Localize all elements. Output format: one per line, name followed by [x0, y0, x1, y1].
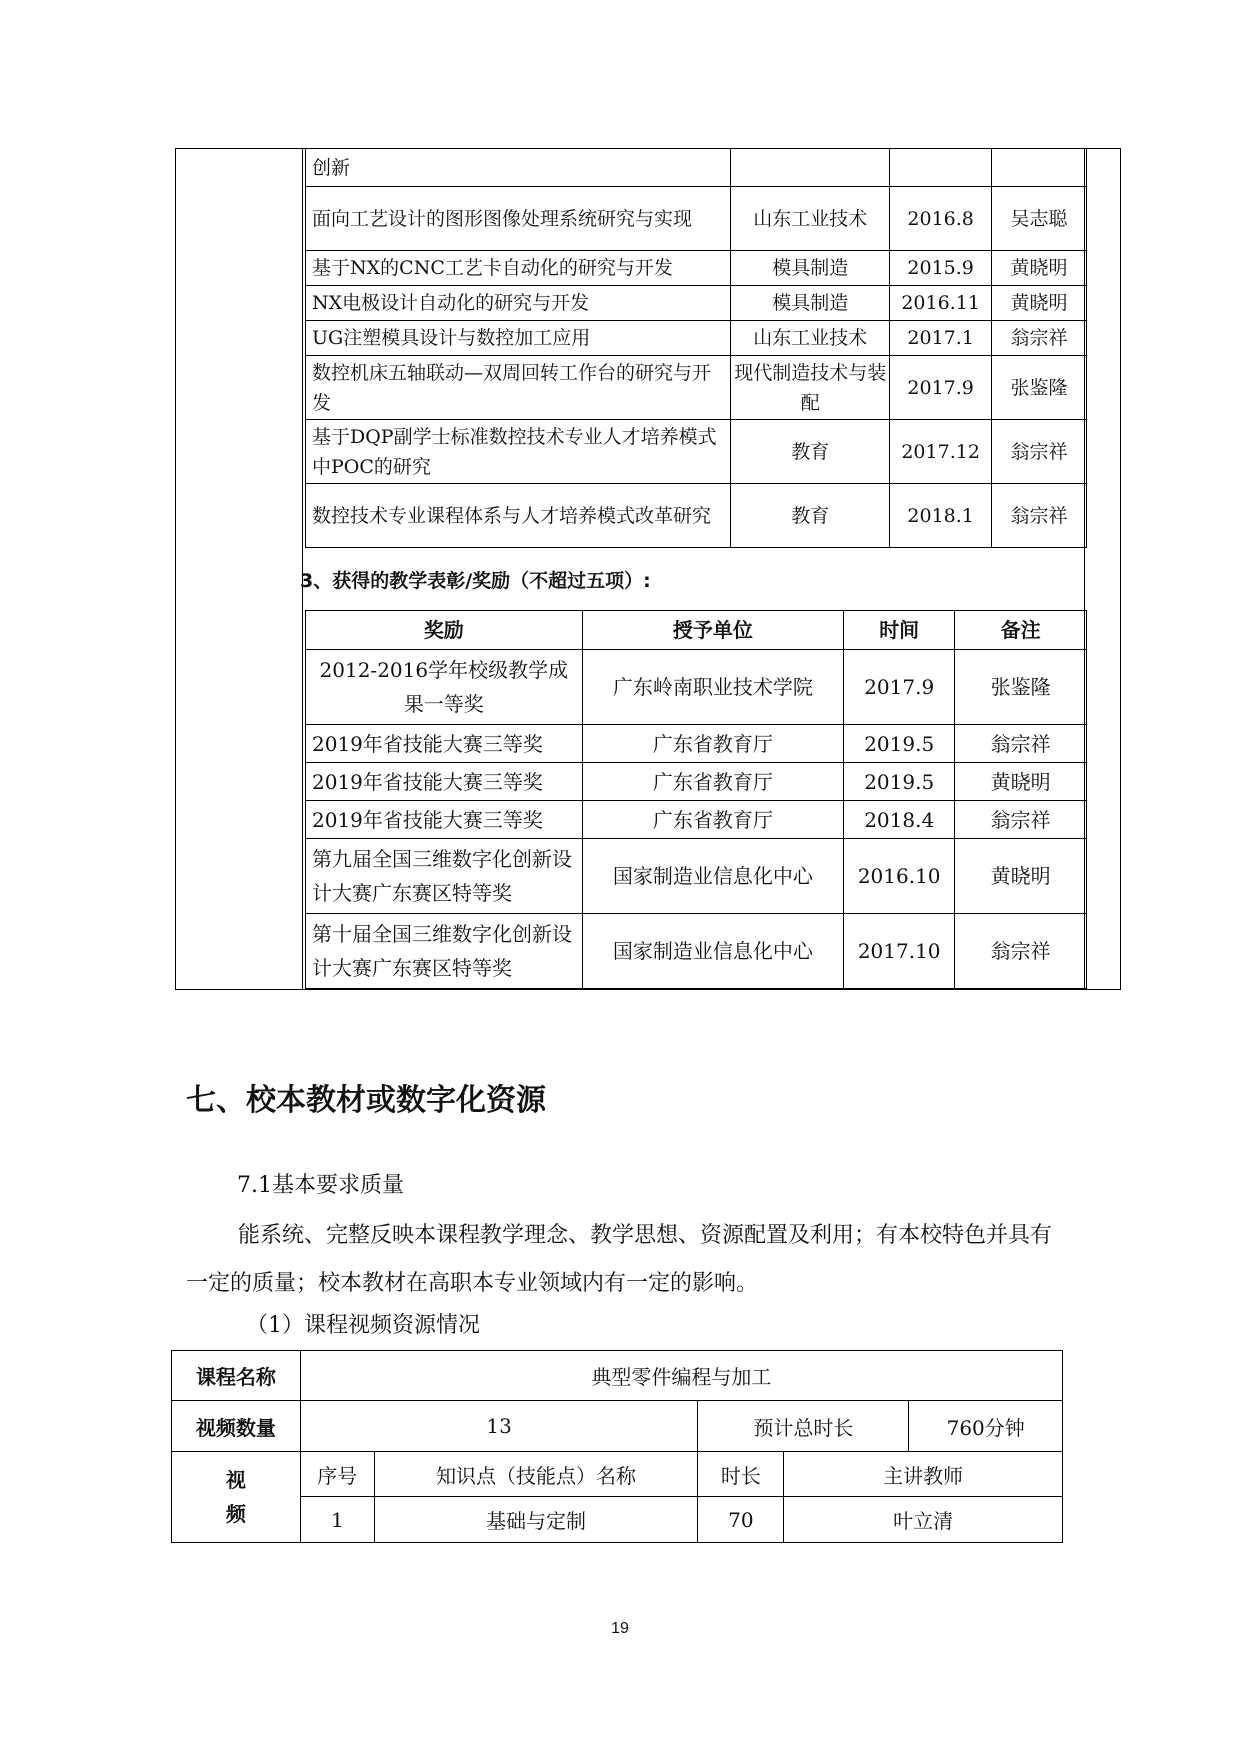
award-name: 2019年省技能大赛三等奖 [306, 763, 583, 801]
table-row [172, 1497, 1063, 1543]
video-topic: 基础与定制 [374, 1497, 698, 1543]
awards-header-award: 奖励 [306, 611, 583, 650]
research-source: 山东工业技术 [731, 321, 890, 356]
research-title: 数控技术专业课程体系与人才培养模式改革研究 [306, 484, 731, 548]
table-header-row [172, 1452, 1063, 1497]
research-date: 2017.1 [890, 321, 992, 356]
course-name-label: 课程名称 [172, 1351, 301, 1401]
research-source: 教育 [731, 484, 890, 548]
research-date: 2016.8 [890, 187, 992, 251]
research-source [731, 149, 890, 187]
award-note: 翁宗祥 [955, 914, 1087, 989]
duration-value: 760分钟 [946, 1415, 1025, 1440]
table-row [172, 1401, 1063, 1452]
table-row [306, 187, 1087, 251]
table-row [306, 839, 1087, 914]
awards-table [305, 610, 1087, 989]
award-note: 黄晓明 [955, 839, 1087, 914]
award-note: 翁宗祥 [955, 801, 1087, 839]
research-date: 2016.11 [890, 286, 992, 321]
award-unit: 广东省教育厅 [582, 801, 844, 839]
research-source: 教育 [731, 420, 890, 484]
award-time: 2017.10 [844, 914, 955, 989]
research-title: 数控机床五轴联动—双周回转工作台的研究与开发 [306, 356, 731, 420]
award-time: 2016.10 [844, 839, 955, 914]
video-header-length: 时长 [698, 1452, 784, 1497]
table-row [306, 650, 1087, 725]
video-length: 70 [698, 1497, 784, 1543]
award-unit: 广东岭南职业技术学院 [582, 650, 844, 725]
award-name: 第十届全国三维数字化创新设计大赛广东赛区特等奖 [306, 914, 583, 989]
awards-header-note: 备注 [955, 611, 1087, 650]
award-note: 张鉴隆 [955, 650, 1087, 725]
research-date [890, 149, 992, 187]
table-row [306, 484, 1087, 548]
research-date: 2015.9 [890, 251, 992, 286]
table-row [306, 914, 1087, 989]
table-row [306, 286, 1087, 321]
body-paragraph: 能系统、完整反映本课程教学理念、教学思想、资源配置及利用；有本校特色并具有一定的质量；校本教材在高职本专业领域内有一定的影响。 [186, 1223, 1053, 1296]
award-time: 2018.4 [844, 801, 955, 839]
award-unit: 国家制造业信息化中心 [582, 914, 844, 989]
research-date: 2018.1 [890, 484, 992, 548]
research-title: 创新 [306, 149, 731, 187]
research-source: 模具制造 [731, 286, 890, 321]
award-name: 2019年省技能大赛三等奖 [306, 801, 583, 839]
award-note: 翁宗祥 [955, 725, 1087, 763]
video-header-teacher: 主讲教师 [784, 1452, 1063, 1497]
research-title: 基于DQP副学士标准数控技术专业人才培养模式中POC的研究 [306, 420, 731, 484]
research-person: 黄晓明 [992, 286, 1087, 321]
award-time: 2017.9 [844, 650, 955, 725]
video-teacher: 叶立清 [784, 1497, 1063, 1543]
research-title: 面向工艺设计的图形图像处理系统研究与实现 [306, 187, 731, 251]
award-time: 2019.5 [844, 725, 955, 763]
research-source: 山东工业技术 [731, 187, 890, 251]
research-source: 模具制造 [731, 251, 890, 286]
section-title: 七、校本教材或数字化资源 [186, 1083, 546, 1118]
table-row [306, 763, 1087, 801]
outer-right-cell [1085, 149, 1121, 990]
table-row [172, 1351, 1063, 1401]
table-row [306, 149, 1087, 187]
video-side-label [172, 1452, 301, 1543]
video-table [171, 1350, 1063, 1543]
course-name-value: 典型零件编程与加工 [300, 1351, 1062, 1401]
duration-subtable [698, 1401, 1062, 1451]
research-title: 基于NX的CNC工艺卡自动化的研究与开发 [306, 251, 731, 286]
subsection-title: 7.1基本要求质量 [237, 1173, 404, 1198]
research-person: 张鉴隆 [992, 356, 1087, 420]
research-title: UG注塑模具设计与数控加工应用 [306, 321, 731, 356]
page-number: 19 [611, 1620, 629, 1637]
award-time: 2019.5 [844, 763, 955, 801]
award-unit: 国家制造业信息化中心 [582, 839, 844, 914]
award-name: 第九届全国三维数字化创新设计大赛广东赛区特等奖 [306, 839, 583, 914]
research-table [305, 148, 1087, 548]
award-name: 2019年省技能大赛三等奖 [306, 725, 583, 763]
awards-header-time: 时间 [844, 611, 955, 650]
research-source: 现代制造技术与装配 [731, 356, 890, 420]
video-header-no: 序号 [300, 1452, 374, 1497]
table-header-row [306, 611, 1087, 650]
table-row [306, 356, 1087, 420]
research-person: 翁宗祥 [992, 321, 1087, 356]
video-count-label: 视频数量 [172, 1401, 301, 1452]
video-no: 1 [300, 1497, 374, 1543]
research-person: 黄晓明 [992, 251, 1087, 286]
awards-heading: 3、获得的教学表彰/奖励（不超过五项）: [300, 570, 651, 592]
video-caption: （1）课程视频资源情况 [246, 1313, 480, 1338]
research-person: 翁宗祥 [992, 420, 1087, 484]
research-title: NX电极设计自动化的研究与开发 [306, 286, 731, 321]
video-header-topic: 知识点（技能点）名称 [374, 1452, 698, 1497]
outer-left-cell [176, 149, 303, 990]
award-note: 黄晓明 [955, 763, 1087, 801]
duration-label: 预计总时长 [698, 1401, 909, 1451]
research-date: 2017.9 [890, 356, 992, 420]
research-person: 翁宗祥 [992, 484, 1087, 548]
table-row [306, 801, 1087, 839]
award-unit: 广东省教育厅 [582, 725, 844, 763]
table-row [306, 251, 1087, 286]
award-name: 2012-2016学年校级教学成果一等奖 [306, 650, 583, 725]
research-person: 吴志聪 [992, 187, 1087, 251]
video-side-char-2: 频 [225, 1502, 246, 1526]
award-unit: 广东省教育厅 [582, 763, 844, 801]
research-person [992, 149, 1087, 187]
table-row [306, 725, 1087, 763]
table-row [306, 321, 1087, 356]
video-side-char-1: 视 [225, 1468, 246, 1492]
research-date: 2017.12 [890, 420, 992, 484]
video-count-value: 13 [300, 1401, 698, 1452]
table-row [306, 420, 1087, 484]
awards-header-unit: 授予单位 [582, 611, 844, 650]
